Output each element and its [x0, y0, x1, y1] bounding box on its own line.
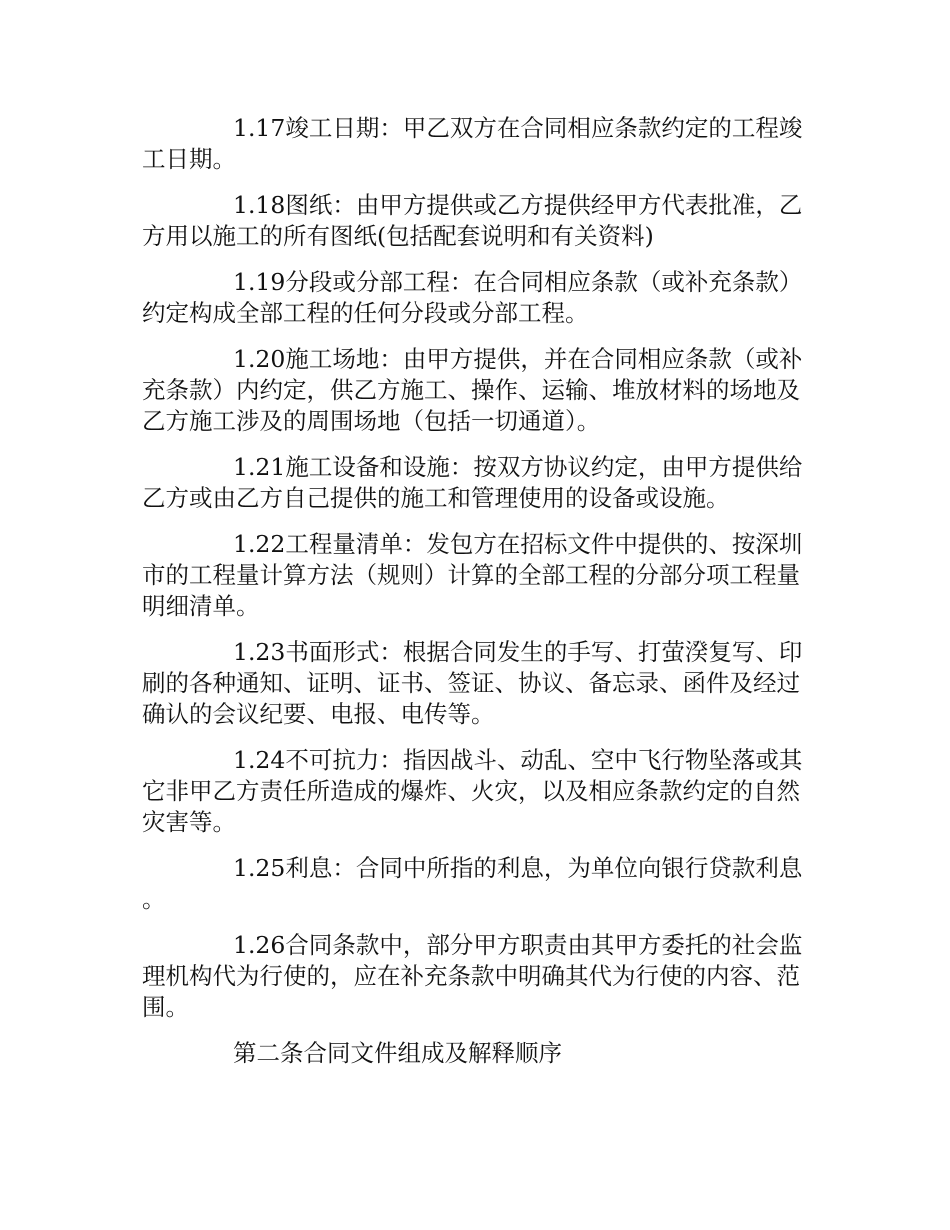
clause-1-22: 1.22工程量清单：发包方在招标文件中提供的、按深圳市的工程量计算方法（规则）计算的全部工程的分部分项工程量明细清单。 [142, 530, 803, 620]
clause-1-24: 1.24不可抗力：指因战斗、动乱、空中飞行物坠落或其它非甲乙方责任所造成的爆炸、火灾，以及相应条款约定的自然灾害等。 [142, 746, 803, 836]
clause-1-21: 1.21施工设备和设施：按双方协议约定，由甲方提供给乙方或由乙方自己提供的施工和管理使用的设备或设施。 [142, 453, 803, 512]
clause-1-18: 1.18图纸：由甲方提供或乙方提供经甲方代表批准，乙方用以施工的所有图纸(包括配套说明和有关资料) [142, 191, 803, 250]
clause-1-17: 1.17竣工日期：甲乙双方在合同相应条款约定的工程竣工日期。 [142, 114, 803, 173]
clause-1-25: 1.25利息：合同中所指的利息，为单位向银行贷款利息。 [142, 854, 803, 913]
clause-1-23: 1.23书面形式：根据合同发生的手写、打萤湀复写、印刷的各种通知、证明、证书、签证、协议、备忘录、函件及经过确认的会议纪要、电报、电传等。 [142, 638, 803, 728]
clause-1-26: 1.26合同条款中，部分甲方职责由其甲方委托的社会监理机构代为行使的，应在补充条款中明确其代为行使的内容、范围。 [142, 931, 803, 1021]
article-2-heading: 第二条合同文件组成及解释顺序 [233, 1039, 562, 1067]
clause-1-19: 1.19分段或分部工程：在合同相应条款（或补充条款）约定构成全部工程的任何分段或分部工程。 [142, 268, 803, 327]
clause-1-20: 1.20施工场地：由甲方提供，并在合同相应条款（或补充条款）内约定，供乙方施工、操作、运输、堆放材料的场地及乙方施工涉及的周围场地（包括一切通道）。 [142, 345, 803, 435]
